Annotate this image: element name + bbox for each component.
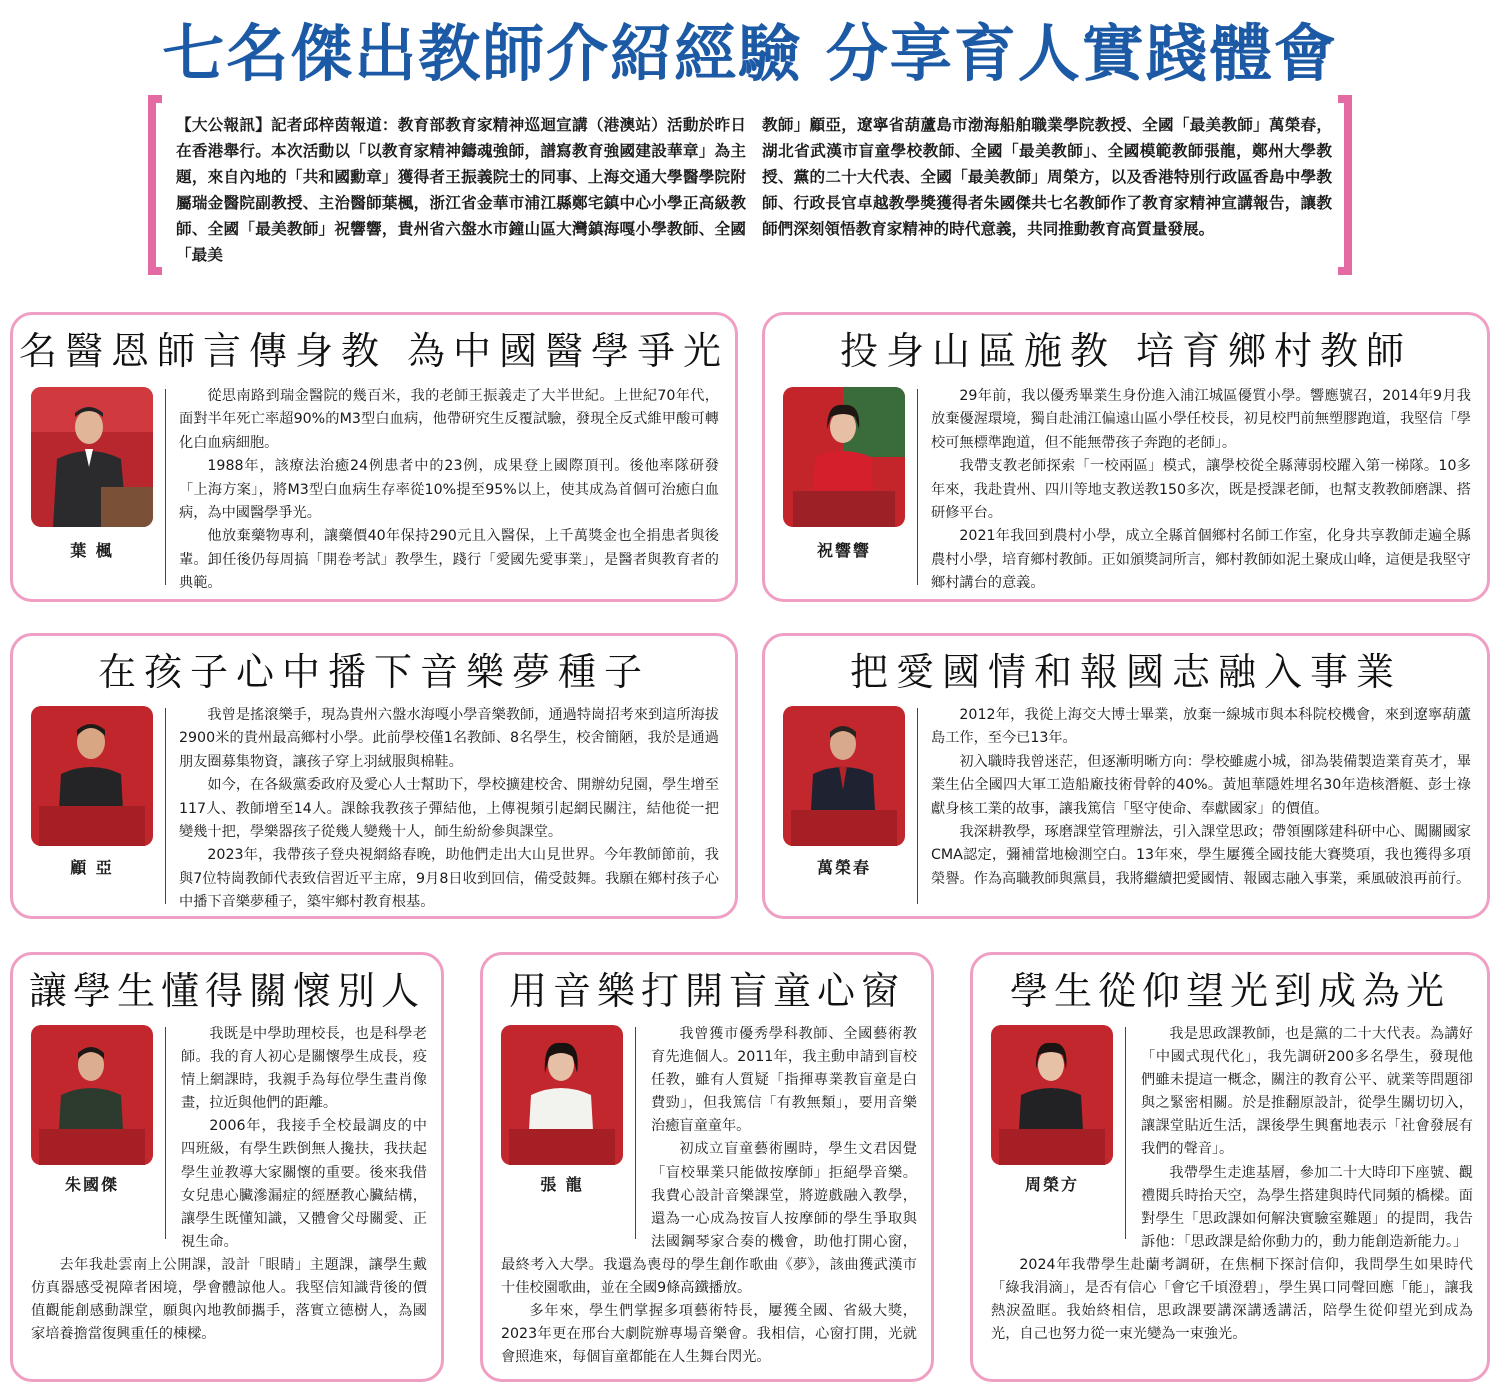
speaker-name: 顧 亞 bbox=[70, 858, 114, 877]
article-body bbox=[501, 1023, 917, 1369]
column-divider bbox=[917, 389, 918, 585]
body-paragraph: 我帶學生走進基層，參加二十大時印下座號、觀禮閱兵時抬天空，為學生搭建與時代同頻的橋樑。面對學生「思政課如何解決實驗室難題」的提問，我告訴他：「思政課是給你動力的，動力能創造新能力。」 bbox=[1141, 1164, 1473, 1250]
card-title: 讓學生懂得關懷別人 bbox=[28, 969, 425, 1013]
body-paragraph: 我深耕教學，琢磨課堂管理辦法，引入課堂思政；帶領團隊建科研中心、闖關國家CMA認定，彌補當地檢測空白。13年來，學生屢獲全國技能大賽獎項，我也獲得多項榮譽。作為高職教師與黨員，我將繼續把愛國情、報國志融入事業，乘風破浪再前行。 bbox=[931, 824, 1471, 887]
headline: 七名傑出教師介紹經驗 分享育人實踐體會 bbox=[162, 17, 1338, 90]
speaker-name: 祝響響 bbox=[816, 541, 871, 560]
body-paragraph: 我帶支教老師探索「一校兩區」模式，讓學校從全縣薄弱校躍入第一梯隊。10多年來，我赴貴州、四川等地支教送教150多次，既是授課老師，也幫支教教師磨課、搭研修平台。 bbox=[931, 458, 1471, 522]
speaker-name: 周榮方 bbox=[1024, 1175, 1079, 1194]
body-paragraph: 2012年，我從上海交大博士畢業，放棄一線城市與本科院校機會，來到遼寧葫蘆島工作，至今已13年。 bbox=[931, 707, 1471, 747]
article-body bbox=[931, 704, 1471, 891]
column-divider bbox=[165, 708, 166, 904]
speaker-photo bbox=[31, 706, 153, 846]
speaker-name: 葉 楓 bbox=[70, 541, 114, 560]
body-paragraph: 2006年，我接手全校最調皮的中四班級，有學生跌倒無人攙扶，我扶起學生並教導大家關懷的重要。後來我借女兒患心臟滲漏症的經歷教心臟結構，讓學生既懂知識，又體會父母關愛、正視生命。 bbox=[181, 1118, 427, 1250]
speaker-photo bbox=[31, 387, 153, 527]
card-title: 學生從仰望光到成為光 bbox=[1009, 969, 1450, 1013]
article-body bbox=[991, 1023, 1473, 1346]
article-body bbox=[31, 1023, 427, 1346]
card-title: 把愛國情和報國志融入事業 bbox=[849, 650, 1402, 694]
article-card-ye-feng bbox=[10, 312, 738, 602]
article-card-zhang-long bbox=[480, 952, 934, 1382]
article-card-zhou-rongfang bbox=[970, 952, 1490, 1382]
article-body bbox=[179, 385, 719, 596]
speaker-name: 萬榮春 bbox=[816, 858, 871, 877]
speaker-photo bbox=[783, 387, 905, 527]
body-paragraph: 如今，在各級黨委政府及愛心人士幫助下，學校擴建校舍、開辦幼兒園，學生增至117人、教師增至14人。課餘我教孩子彈結他，上傳視頻引起網民關注，結他從一把變幾十把，學樂器孩子從幾人變幾十人，師生紛紛參與課堂。 bbox=[179, 777, 719, 841]
article-card-zhu-xiangxiang bbox=[762, 312, 1490, 602]
body-paragraph: 初成立盲童藝術團時，學生文君因覺「盲校畢業只能做按摩師」拒絕學音樂。我費心設計音樂課堂，將遊戲融入教學，還為一心成為按盲人按摩師的學生爭取與法國鋼琴家合奏的機會，助他打開心窗，最終考入大學。我還為喪母的學生創作歌曲《夢》，該曲獲武漢市十佳校園歌曲，並在全國9條高鐵播放。 bbox=[501, 1141, 917, 1297]
body-paragraph: 從思南路到瑞金醫院的幾百米，我的老師王振義走了大半世紀。上世紀70年代，面對半年死亡率超90%的M3型白血病，他帶研究生反覆試驗，發現全反式維甲酸可轉化白血病細胞。 bbox=[179, 388, 719, 451]
lead-paragraph-col1: 【大公報訊】記者邱梓茵報道：教育部教育家精神巡迴宣講（港澳站）活動於昨日在香港舉行。本次活動以「以教育家精神鑄魂強師，譜寫教育強國建設華章」為主題，來自內地的「共和國勳章」獲得者王振義院士的同事、上海交通大學醫學院附屬瑞金醫院副教授、主治醫師葉楓，浙江省金華市浦江縣鄭宅鎮中心小學正高級教師、全國「最美教師」祝響響，貴州省六盤水市鐘山區大灣鎮海嘎小學教師、全國「最美 bbox=[176, 116, 746, 264]
card-title: 用音樂打開盲童心窗 bbox=[508, 969, 905, 1013]
card-title: 在孩子心中播下音樂夢種子 bbox=[97, 650, 650, 694]
body-paragraph: 我曾獲市優秀學科教師、全國藝術教育先進個人。2011年，我主動申請到盲校任教，雖有人質疑「指揮專業教盲童是白費勁」，但我篤信「有教無類」，要用音樂治癒盲童童年。 bbox=[651, 1026, 917, 1135]
body-paragraph: 我曾是搖滾樂手，現為貴州六盤水海嘎小學音樂教師，通過特崗招考來到這所海拔2900米的貴州最高鄉村小學。此前學校僅1名教師、8名學生，校舍簡陋，我於是通過朋友圈募集物資，讓孩子穿上羽絨服與棉鞋。 bbox=[179, 707, 719, 770]
column-divider bbox=[165, 389, 166, 585]
article-card-wan-rongchun bbox=[762, 633, 1490, 919]
speaker-name: 張 龍 bbox=[540, 1175, 584, 1194]
speaker-photo bbox=[783, 706, 905, 846]
speaker-name: 朱國傑 bbox=[64, 1175, 119, 1194]
article-card-zhu-guojie bbox=[10, 952, 444, 1382]
lead-bracket-left bbox=[148, 95, 162, 275]
body-paragraph: 去年我赴雲南上公開課，設計「眼睛」主題課，讓學生戴仿真器感受視障者困境，學會體諒他人。我堅信知識背後的價值觀能創感動課堂，願與內地教師攜手，落實立德樹人，為國家培養擔當復興重任的棟樑。 bbox=[31, 1256, 427, 1343]
body-paragraph: 2021年我回到農村小學，成立全縣首個鄉村名師工作室，化身共享教師走遍全縣農村小學，培育鄉村教師。正如頒獎詞所言，鄉村教師如泥土聚成山峰，這便是我堅守鄉村講台的意義。 bbox=[931, 528, 1471, 592]
body-paragraph: 多年來，學生們掌握多項藝術特長，屢獲全國、省級大獎，2023年更在邢台大劇院辦專場音樂會。我相信，心窗打開，光就會照進來，每個盲童都能在人生舞台閃光。 bbox=[501, 1303, 917, 1366]
article-body bbox=[931, 385, 1471, 596]
card-title: 投身山區施教 培育鄉村教師 bbox=[839, 329, 1413, 373]
body-paragraph: 初入職時我曾迷茫，但逐漸明晰方向：學校雖處小城，卻為裝備製造業育英才，畢業生佔全國四大軍工造船廠技術骨幹的40%。黃旭華隱姓埋名30年造核潛艇、彭士祿獻身核工業的故事，讓我篤信「堅守使命、奉獻國家」的價值。 bbox=[931, 753, 1471, 817]
card-title: 名醫恩師言傳身教 為中國醫學爭光 bbox=[18, 329, 730, 373]
body-paragraph: 2023年，我帶孩子登央視網絡春晚，助他們走出大山見世界。今年教師節前，我與7位特崗教師代表致信習近平主席，9月8日收到回信，備受鼓舞。我願在鄉村孩子心中播下音樂夢種子，築牢鄉村教育根基。 bbox=[179, 847, 719, 911]
body-paragraph: 29年前，我以優秀畢業生身份進入浦江城區優質小學。響應號召，2014年9月我放棄優渥環境，獨自赴浦江偏遠山區小學任校長，初見校門前無塑膠跑道，我堅信「學校可無標準跑道，但不能無帶孩子奔跑的老師」。 bbox=[931, 388, 1471, 451]
lead-bracket-right bbox=[1338, 95, 1352, 275]
body-paragraph: 他放棄藥物專利，讓藥價40年保持290元且入醫保，上千萬獎金也全捐患者與後輩。卸任後仍每周搞「開卷考試」教學生，踐行「愛國先愛事業」，是醫者與教育者的典範。 bbox=[179, 528, 719, 592]
article-card-gu-ya bbox=[10, 633, 738, 919]
article-body bbox=[179, 704, 719, 915]
body-paragraph: 我既是中學助理校長，也是科學老師。我的育人初心是關懷學生成長，疫情上網課時，我親手為每位學生畫肖像畫，拉近與他們的距離。 bbox=[181, 1026, 427, 1112]
body-paragraph: 1988年，該療法治癒24例患者中的23例，成果登上國際頂刊。後他率隊研發「上海方案」，將M3型白血病生存率從10%提至95%以上，使其成為首個可治癒白血病，為中國醫學爭光。 bbox=[179, 458, 719, 522]
lead-paragraph-col2: 教師」顧亞，遼寧省葫蘆島市渤海船舶職業學院教授、全國「最美教師」萬榮春，湖北省武漢市盲童學校教師、全國「最美教師」、全國模範教師張龍，鄭州大學教授、黨的二十大代表、全國「最美教師」周榮方，以及香港特別行政區香島中學教師、行政長官卓越教學獎獲得者朱國傑共七名教師作了教育家精神宣講報告，讓教師們深刻領悟教育家精神的時代意義，共同推動教育高質量發展。 bbox=[762, 116, 1332, 238]
body-paragraph: 2024年我帶學生赴蘭考調研，在焦桐下探討信仰，我問學生如果時代「綠我涓滴」，是否有信心「會它千頃澄碧」，學生異口同聲回應「能」，讓我熱淚盈眶。我始終相信，思政課要講深講透講活，陪學生從仰望光到成為光，自己也努力從一束光變為一束強光。 bbox=[991, 1256, 1473, 1343]
column-divider bbox=[917, 708, 918, 904]
body-paragraph: 我是思政課教師，也是黨的二十大代表。為講好「中國式現代化」，我先調研200多名學生，發現他們雖未提這一概念，關注的教育公平、就業等問題卻與之緊密相關。於是推翻原設計，從學生關切切入，讓課堂貼近生活，課後學生興奮地表示「社會發展有我們的聲音」。 bbox=[1141, 1026, 1473, 1158]
